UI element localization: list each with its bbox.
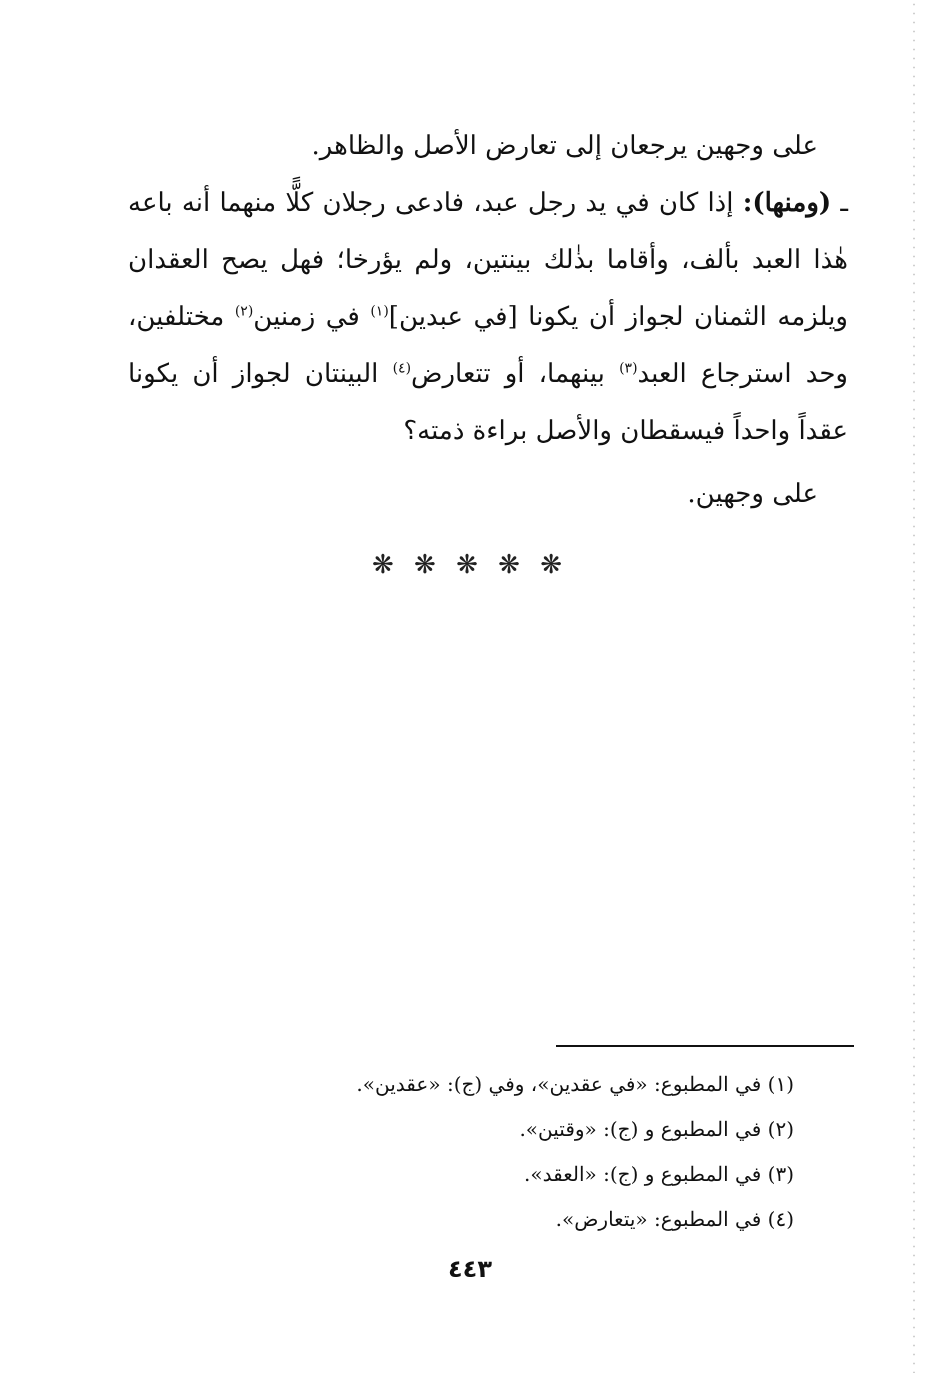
footnote-2: (٢) في المطبوع و (ج): «وقتين». [519, 1117, 794, 1141]
footnote-4: (٤) في المطبوع: «يتعارض». [555, 1207, 794, 1231]
section-heading: (ومنها): [742, 188, 832, 218]
footnote-ref-1[interactable]: (١) [370, 303, 389, 320]
section-separator: ❋ ❋ ❋ ❋ ❋ [372, 550, 568, 580]
paragraph-2-part-d: بينهما، أو تتعارض [411, 359, 620, 389]
paragraph-2 [128, 175, 848, 460]
scan-margin-dots [912, 0, 916, 1373]
footnote-divider [556, 1045, 854, 1047]
main-text [128, 118, 848, 523]
page-number: ٤٤٣ [448, 1255, 492, 1283]
paragraph-2-part-b: في زمنين [253, 302, 371, 332]
paragraph-3: على وجهين. [687, 479, 818, 509]
footnotes [300, 1062, 794, 1242]
paragraph-2-part-e: البينتان لجواز أن يكونا عقداً واحداً فيسقطان والأصل براءة ذمته؟ [128, 359, 848, 446]
paragraph-1: على وجهين يرجعان إلى تعارض الأصل والظاهر. [311, 131, 818, 161]
paragraph-2-part-a: إذا كان في يد رجل عبد، فادعى رجلان كلًّا منهما أنه باعه هٰذا العبد بألف، وأقاما بذٰلك بينتين، ولم يؤرخا؛ فهل يصح العقدان ويلزمه الثمنان لجواز أن يكونا [في عبدين] [128, 188, 848, 332]
paragraph-2-part-c: مختلفين، وحد استرجاع العبد [128, 302, 848, 389]
dash: ـ [840, 188, 849, 218]
footnote-ref-2[interactable]: (٢) [234, 303, 254, 320]
footnote-ref-3[interactable]: (٣) [619, 360, 638, 377]
footnote-ref-4[interactable]: (٤) [392, 360, 412, 377]
footnote-3: (٣) في المطبوع و (ج): «العقد». [524, 1162, 794, 1186]
footnote-1: (١) في المطبوع: «في عقدين»، وفي (ج): «عقدين». [356, 1072, 794, 1096]
